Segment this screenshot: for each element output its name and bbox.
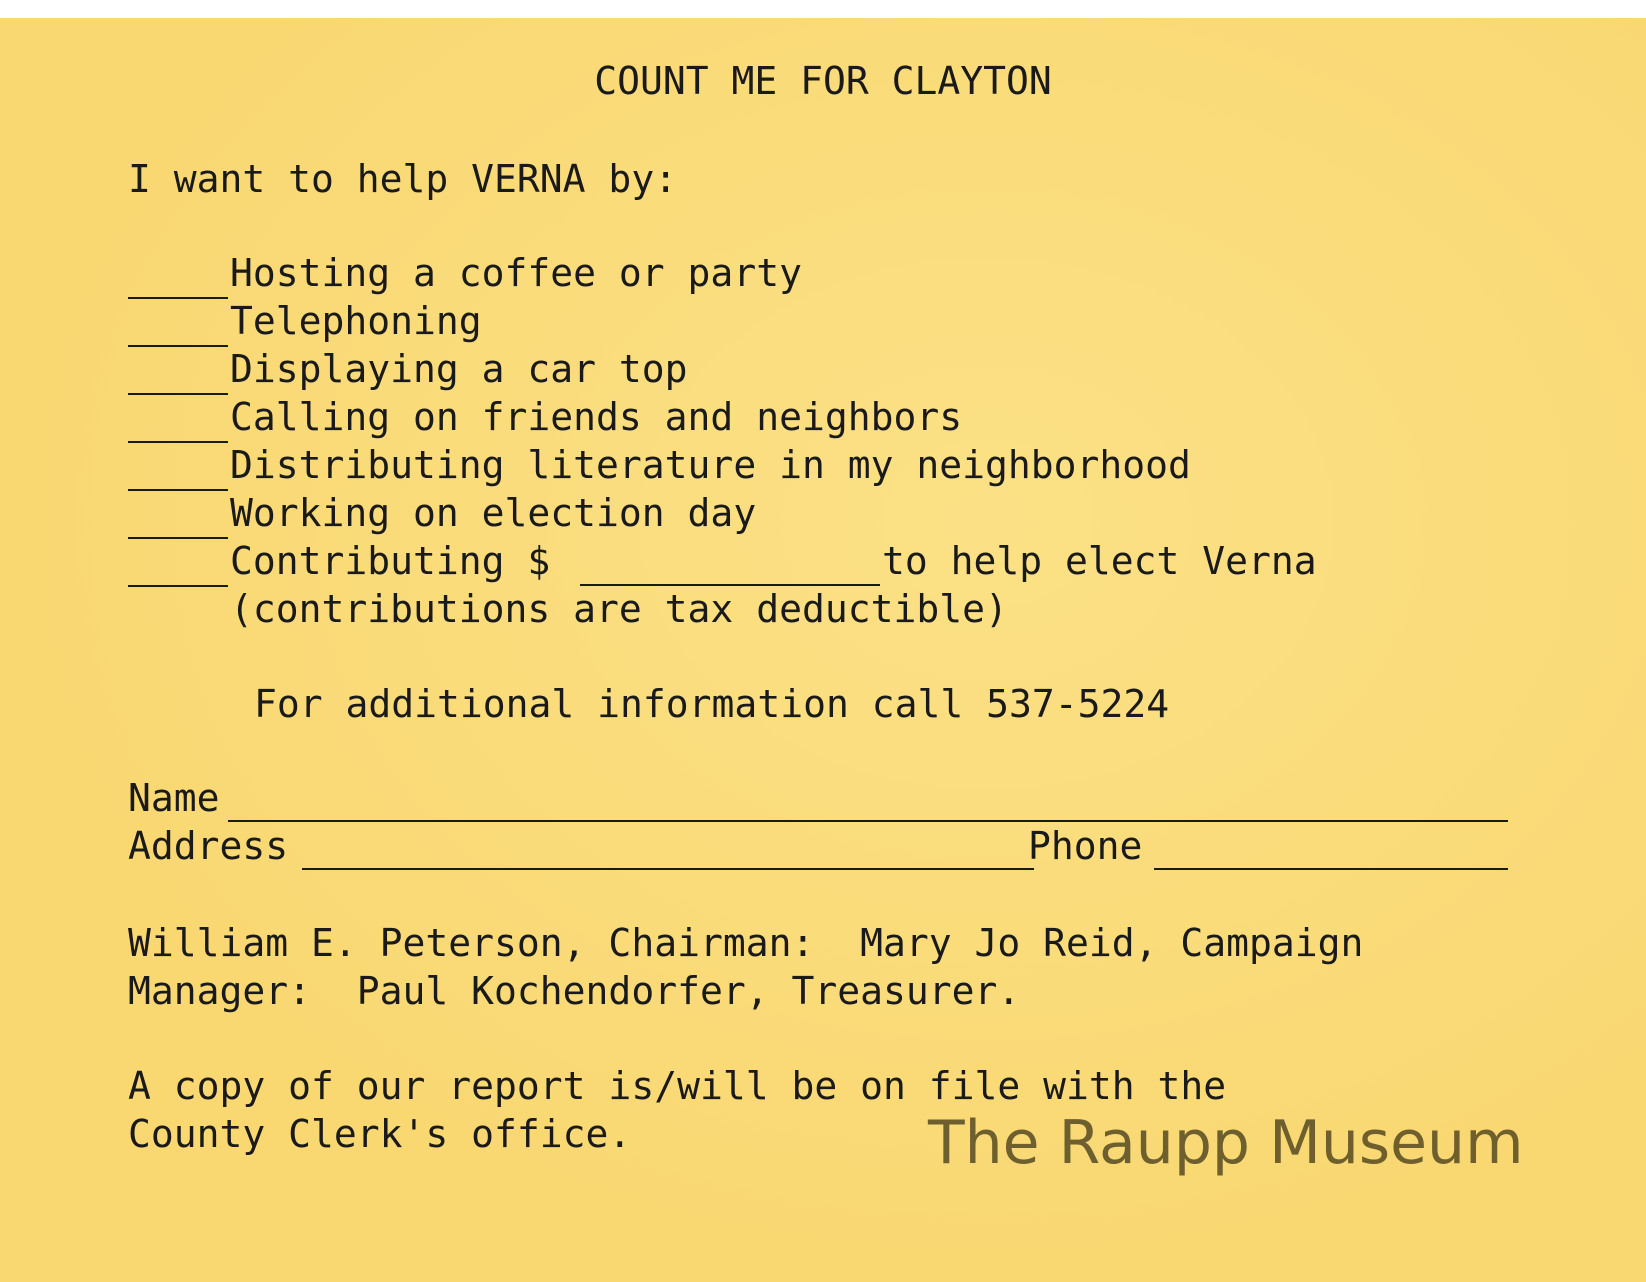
option-label-distributing: Distributing literature in my neighborhood [230,443,1191,487]
phone-field[interactable] [1154,836,1508,870]
contribution-suffix: to help elect Verna [882,539,1317,583]
option-label-telephoning: Telephoning [230,299,482,343]
officers-line-2: Manager: Paul Kochendorfer, Treasurer. [128,969,1021,1013]
info-text: For additional information call 537-5224 [254,682,1170,726]
officers-line-1: William E. Peterson, Chairman: Mary Jo Reid, Campaign [128,921,1364,965]
name-label: Name [128,776,220,820]
option-blank-telephoning[interactable] [128,299,228,347]
address-field[interactable] [302,836,1034,870]
card-title: COUNT ME FOR CLAYTON [594,59,1052,103]
museum-watermark: The Raupp Museum [928,1108,1524,1178]
contribution-amount-field[interactable] [580,556,880,586]
option-blank-distributing[interactable] [128,443,228,491]
option-label-election-day: Working on election day [230,491,757,535]
pledge-card [0,18,1646,1282]
intro-text: I want to help VERNA by: [128,157,678,201]
address-label: Address [128,824,289,868]
option-label-hosting: Hosting a coffee or party [230,251,802,295]
option-blank-contributing[interactable] [128,539,228,587]
option-blank-calling[interactable] [128,395,228,443]
contribution-note: (contributions are tax deductible) [230,587,1008,631]
option-label-car-top: Displaying a car top [230,347,688,391]
report-line-2: County Clerk's office. [128,1112,632,1156]
name-field[interactable] [228,788,1508,822]
option-blank-election-day[interactable] [128,491,228,539]
option-label-calling: Calling on friends and neighbors [230,395,963,439]
report-line-1: A copy of our report is/will be on file with the [128,1064,1227,1108]
phone-label: Phone [1028,824,1143,868]
contribution-prefix: Contributing $ [230,539,551,583]
option-blank-hosting[interactable] [128,251,228,299]
option-blank-car-top[interactable] [128,347,228,395]
